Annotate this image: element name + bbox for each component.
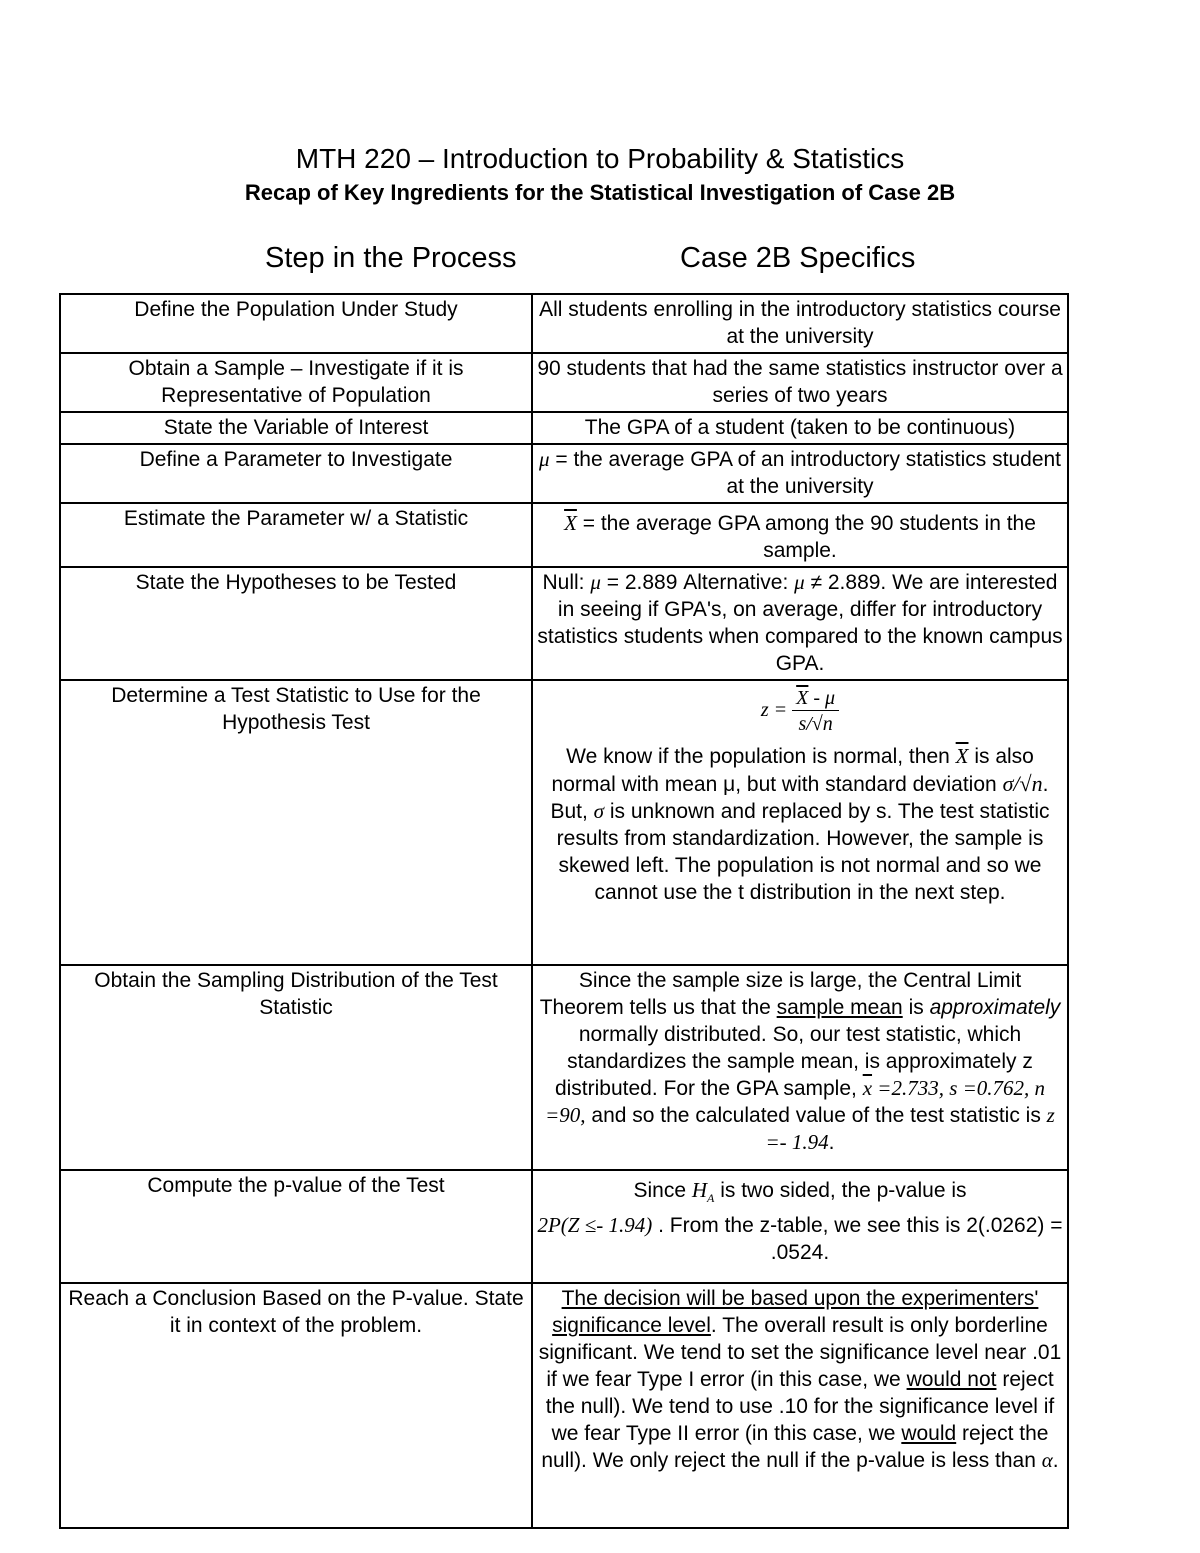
- step-cell: Obtain the Sampling Distribution of the Test Statistic: [60, 965, 532, 1170]
- step-cell: Determine a Test Statistic to Use for the Hypothesis Test: [60, 680, 532, 965]
- page-subtitle: Recap of Key Ingredients for the Statistical Investigation of Case 2B: [244, 180, 956, 205]
- step-cell: State the Hypotheses to be Tested: [60, 567, 532, 680]
- table-row: [60, 444, 1068, 503]
- null-value: = 2.889: [600, 571, 678, 594]
- sample-mean-underlined: sample mean: [776, 996, 903, 1019]
- spec-text: .: [1052, 1449, 1059, 1472]
- spec-text: = the average GPA among the 90 students in the sample.: [576, 512, 1036, 562]
- spec-cell: All students enrolling in the introductory statistics course at the university: [532, 294, 1068, 353]
- step-cell: Define a Parameter to Investigate: [60, 444, 532, 503]
- spec-text: . But,: [550, 773, 1049, 823]
- would-not-underlined: would not: [906, 1368, 997, 1391]
- p-value-expression: 2P(Z ≤- 1.94): [537, 1213, 653, 1238]
- ha-symbol: [691, 1178, 715, 1206]
- spec-text: Since the sample size is large, the Central Limit Theorem tells us that the: [539, 969, 1022, 1019]
- sigma-symbol: σ: [593, 799, 605, 823]
- step-cell: Compute the p-value of the Test: [60, 1170, 532, 1283]
- spec-cell: [532, 503, 1068, 567]
- spec-cell: [532, 680, 1068, 965]
- mu-symbol: μ: [590, 570, 601, 594]
- spec-text: is also normal with mean μ, but with standard deviation: [551, 745, 1034, 796]
- formula-denominator: s/√n: [798, 713, 833, 735]
- spec-text: = the average GPA of an introductory statistics student at the university: [549, 448, 1062, 498]
- spec-cell: The GPA of a student (taken to be continuous): [532, 412, 1068, 444]
- page-title: MTH 220 – Introduction to Probability & Statistics: [295, 143, 905, 174]
- formula-lhs: z =: [760, 699, 788, 722]
- step-cell: Reach a Conclusion Based on the P-value. State it in context of the problem.: [60, 1283, 532, 1528]
- spec-text: is: [908, 996, 924, 1019]
- spec-cell: [532, 965, 1068, 1170]
- sigma-over-root-n: σ/√n: [1002, 771, 1043, 796]
- test-statistic-formula: [537, 682, 1063, 743]
- decision-underlined: The decision will be based upon the experimenters' significance level: [552, 1287, 1039, 1337]
- spec-text: . The overall result is only borderline significant. We tend to set the significance level near .01 if we fear Type I error (in this case, we: [538, 1314, 1062, 1391]
- xbar-symbol: $\overline{X}$: [564, 511, 577, 535]
- xbar-symbol: $\overline{x}$: [862, 1076, 873, 1100]
- table-row: [60, 353, 1068, 412]
- alt-label: Alternative:: [683, 571, 789, 594]
- null-label: Null:: [542, 571, 585, 594]
- table-row: [60, 503, 1068, 567]
- mu-symbol: μ: [538, 447, 550, 471]
- table-row: [60, 1170, 1068, 1283]
- spec-text: reject the null). We only reject the null if the p-value is less than: [541, 1422, 1049, 1472]
- spec-text: We know if the population is normal, then: [566, 745, 950, 768]
- alpha-symbol: α: [1041, 1448, 1053, 1472]
- spec-cell: [532, 567, 1068, 680]
- would-underlined: would: [901, 1422, 957, 1445]
- spec-cell: [532, 1170, 1068, 1283]
- sample-stats-values: =2.733, s =0.762, n =90,: [545, 1076, 1046, 1127]
- table-row: [60, 1283, 1068, 1528]
- formula-fraction: [792, 686, 839, 737]
- column-header-step: Step in the Process: [265, 242, 517, 274]
- recap-table: [59, 293, 1069, 1529]
- xbar-symbol: $\overline{X}$: [796, 687, 809, 709]
- formula-numerator-rest: - μ: [808, 687, 836, 709]
- step-cell: State the Variable of Interest: [60, 412, 532, 444]
- spec-text: reject the null). We tend to use .10 for the significance level if we fear Type II error (in this case, we: [545, 1368, 1055, 1445]
- table-row: [60, 294, 1068, 353]
- column-header-specifics: Case 2B Specifics: [680, 242, 916, 274]
- step-cell: Estimate the Parameter w/ a Statistic: [60, 503, 532, 567]
- spec-text: is two sided, the p-value is: [720, 1179, 967, 1202]
- ha-subscript: A: [707, 1191, 715, 1206]
- hypothesis-text: We are interested in seeing if GPA's, on average, differ for introductory statistics students when compared to the known campus GPA.: [537, 571, 1063, 675]
- table-row: [60, 412, 1068, 444]
- step-cell: Define the Population Under Study: [60, 294, 532, 353]
- ha-letter: H: [691, 1178, 708, 1202]
- spec-text: . From the z-table, we see this is 2(.0262) = .0524.: [658, 1214, 1063, 1265]
- spec-cell: [532, 1283, 1068, 1528]
- spec-text: .: [828, 1131, 835, 1154]
- spec-text: normally distributed. So, our test statistic, which standardizes the sample mean, is approximately z distributed. For the GPA sample,: [554, 1023, 1033, 1100]
- spec-cell: 90 students that had the same statistics instructor over a series of two years: [532, 353, 1068, 412]
- table-row: [60, 680, 1068, 965]
- spec-text: is unknown and replaced by s. The test statistic results from standardization. However, the sample is skewed left. The population is not normal and so we cannot use the t distribution in the next step.: [556, 800, 1050, 904]
- approximately-italic: approximately: [929, 996, 1061, 1019]
- z-value: z =- 1.94: [765, 1103, 1055, 1154]
- step-cell: Obtain a Sample – Investigate if it is Representative of Population: [60, 353, 532, 412]
- alt-value: ≠ 2.889.: [804, 571, 887, 594]
- mu-symbol: μ: [794, 570, 805, 594]
- spec-cell: [532, 444, 1068, 503]
- table-row: [60, 965, 1068, 1170]
- formula-numerator: [792, 686, 839, 711]
- xbar-symbol: $\overline{X}$: [955, 744, 969, 768]
- spec-text: and so the calculated value of the test statistic is: [591, 1104, 1041, 1127]
- table-row: [60, 567, 1068, 680]
- spec-text: Since: [633, 1179, 687, 1202]
